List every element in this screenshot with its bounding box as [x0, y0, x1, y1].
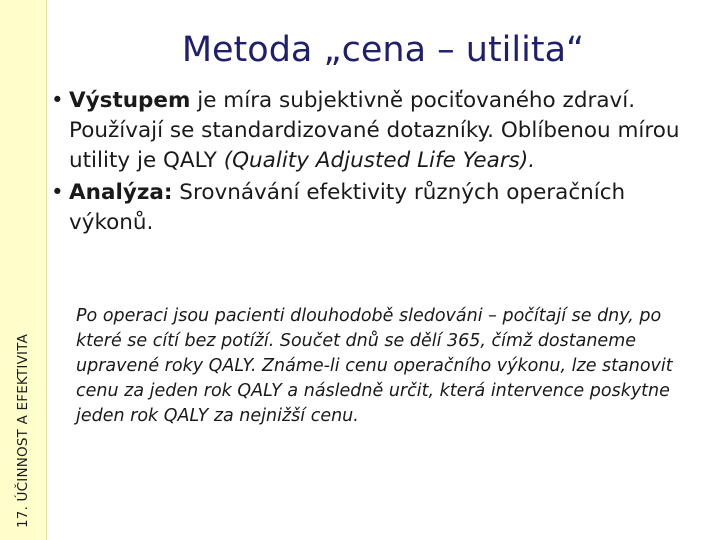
bullet-text: je míra subjektivně pociťovaného zdraví. Používají se standardizované dotazníky. Oblíbenou mírou utility je QALY — [69, 88, 680, 173]
chapter-label: 17. ÚČINNOST A EFEKTIVITA — [15, 333, 31, 528]
bullet-text: Srovnávání efektivity různých operačních výkonů. — [69, 180, 626, 235]
bullet-lead: Výstupem — [69, 88, 191, 113]
explanatory-note: Po operaci jsou pacienti dlouhodobě sledováni – počítají se dny, po které se cítí bez potíží. Součet dnů se dělí 365, čímž dostaneme upravené roky QALY. Známe-li cenu operačního výkonu, lze stanovit cenu za jeden rok QALY a následně určit, která intervence poskytne jeden rok QALY za nejnižší cenu. — [76, 306, 673, 426]
bullet-item-output — [51, 86, 698, 176]
bullet-italic: (Quality Adjusted Life Years). — [223, 148, 536, 173]
side-strip — [0, 0, 47, 540]
bullet-item-analysis — [51, 178, 698, 238]
bullet-list — [51, 86, 698, 240]
slide-title: Metoda „cena – utilita“ — [181, 30, 585, 70]
bullet-lead: Analýza: — [69, 180, 173, 205]
bullet-marker: • — [51, 88, 64, 113]
bullet-marker: • — [51, 180, 64, 205]
